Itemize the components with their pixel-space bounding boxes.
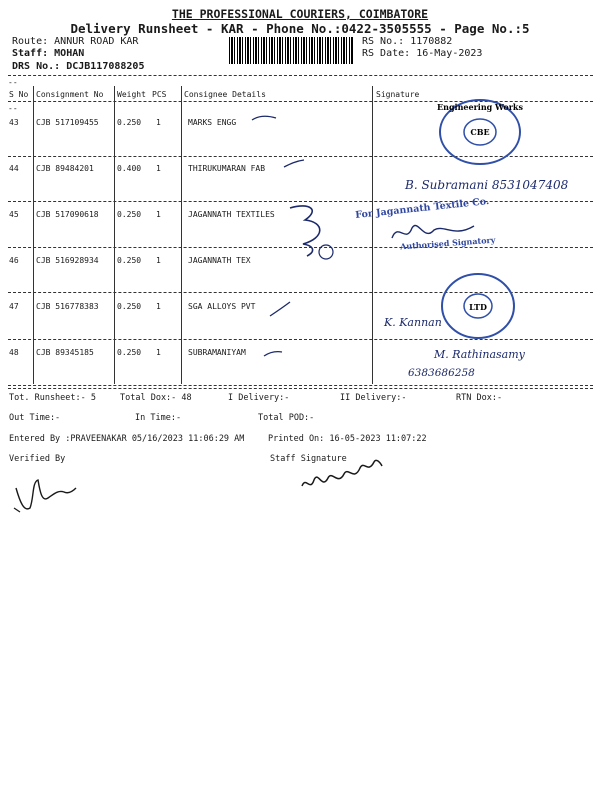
table-prefix: -- [8, 104, 18, 113]
row-weight: 0.250 [117, 256, 142, 265]
row-sno: 47 [9, 302, 19, 311]
row-consignment: CJB 516778383 [36, 302, 99, 311]
stamp2-line1: For Jagannath Textile Co. [354, 195, 490, 222]
table-bottom-divider [8, 388, 593, 389]
runsheet-subtitle: Delivery Runsheet - KAR - Phone No.:0422-3505555 - Page No.:5 [70, 21, 530, 36]
row-weight: 0.400 [117, 164, 142, 173]
row-pcs: 1 [156, 164, 161, 173]
table-prefix: -- [8, 78, 18, 87]
row-sno: 48 [9, 348, 19, 357]
row-sno: 45 [9, 210, 19, 219]
total-pod: Total POD:- [258, 413, 315, 423]
row-consignee: SGA ALLOYS PVT [188, 302, 256, 311]
row-pcs: 1 [156, 302, 161, 311]
verified-by: Verified By [9, 454, 66, 464]
rs-date-line [362, 48, 482, 59]
row-weight: 0.250 [117, 302, 142, 311]
row-consignment: CJB 89484201 [36, 164, 94, 173]
col-header-sno: S No [9, 90, 29, 99]
checkmark-icon [282, 158, 306, 170]
stamp1-center-text: CBE [470, 127, 490, 137]
row-weight: 0.250 [117, 348, 142, 357]
table-bottom-divider [8, 385, 593, 386]
checkmark-icon [262, 348, 284, 360]
row-consignment: CJB 89345185 [36, 348, 94, 357]
staff-signature: Staff Signature [270, 454, 347, 464]
row-weight: 0.250 [117, 210, 142, 219]
barcode [229, 37, 354, 64]
table-top-divider [8, 75, 593, 76]
row-consignee: SUBRAMANIYAM [188, 348, 246, 357]
row-pcs: 1 [156, 348, 161, 357]
printed-on: Printed On: 16-05-2023 11:07:22 [268, 434, 427, 444]
row-consignee: JAGANNATH TEX [188, 256, 251, 265]
checkmark-icon [250, 112, 280, 126]
col-header-signature: Signature [376, 90, 420, 99]
drs-label: DRS No.: [12, 61, 61, 72]
handwritten-name-2: M. Rathinasamy [434, 348, 525, 361]
staff-value: MOHAN [54, 48, 85, 59]
handwritten-name-1: K. Kannan [384, 316, 442, 329]
out-time: Out Time:- [9, 413, 61, 423]
drs-value: DCJB117088205 [66, 61, 145, 72]
row-consignment: CJB 517090618 [36, 210, 99, 219]
company-stamp-2-icon [436, 270, 520, 342]
rs-no-label: RS No.: [362, 36, 405, 47]
route-line [12, 36, 138, 47]
rs-date-label: RS Date: [362, 48, 411, 59]
handwritten-phone-1: B. Subramani 8531047408 [405, 178, 569, 192]
handwritten-phone-2: 6383686258 [408, 367, 475, 379]
total-dox: Total Dox:- 48 [120, 393, 192, 403]
row-consignee: JAGANNATH TEXTILES [188, 210, 275, 219]
drs-line [12, 61, 144, 72]
tot-runsheet: Tot. Runsheet:- 5 [9, 393, 96, 403]
col-header-weight: Weight [117, 90, 146, 99]
checkmark-icon [268, 300, 292, 320]
company-stamp-icon [430, 96, 530, 168]
entered-by: Entered By :PRAVEENAKAR 05/16/2023 11:06:29 AM [9, 434, 245, 444]
rs-date-value: 16-May-2023 [416, 48, 483, 59]
col-header-consignee: Consignee Details [184, 90, 266, 99]
rs-no-value: 1170882 [410, 36, 453, 47]
row-pcs: 1 [156, 210, 161, 219]
row-sno: 44 [9, 164, 19, 173]
row-sno: 43 [9, 118, 19, 127]
staff-line [12, 48, 84, 59]
row-pcs: 1 [156, 118, 161, 127]
route-label: Route: [12, 36, 49, 47]
stamp2-line2: Authorised Signatory [399, 234, 496, 252]
staff-label: Staff: [12, 48, 49, 59]
row-consignment: CJB 517109455 [36, 118, 99, 127]
row-consignee: THIRUKUMARAN FAB [188, 164, 266, 173]
i-delivery: I Delivery:- [228, 393, 290, 403]
row-consignee: MARKS ENGG [188, 118, 237, 127]
stamp3-center-text: LTD [469, 302, 487, 312]
row-weight: 0.250 [117, 118, 142, 127]
staff-signature-icon [298, 452, 388, 496]
row-pcs: 1 [156, 256, 161, 265]
row-sno: 46 [9, 256, 19, 265]
route-value: ANNUR ROAD KAR [54, 36, 139, 47]
row-consignment: CJB 516928934 [36, 256, 99, 265]
col-header-consignment: Consignment No [36, 90, 104, 99]
company-title: THE PROFESSIONAL COURIERS, COIMBATORE [171, 7, 429, 21]
stamp1-text: Engineering Works [437, 102, 523, 112]
ii-delivery: II Delivery:- [340, 393, 407, 403]
in-time: In Time:- [135, 413, 182, 423]
handwritten-scribble-icon [285, 200, 345, 260]
verifier-signature-icon [10, 468, 80, 518]
rs-no-line [362, 36, 452, 47]
rtn-dox: RTN Dox:- [456, 393, 503, 403]
col-header-pcs: PCS [152, 90, 167, 99]
